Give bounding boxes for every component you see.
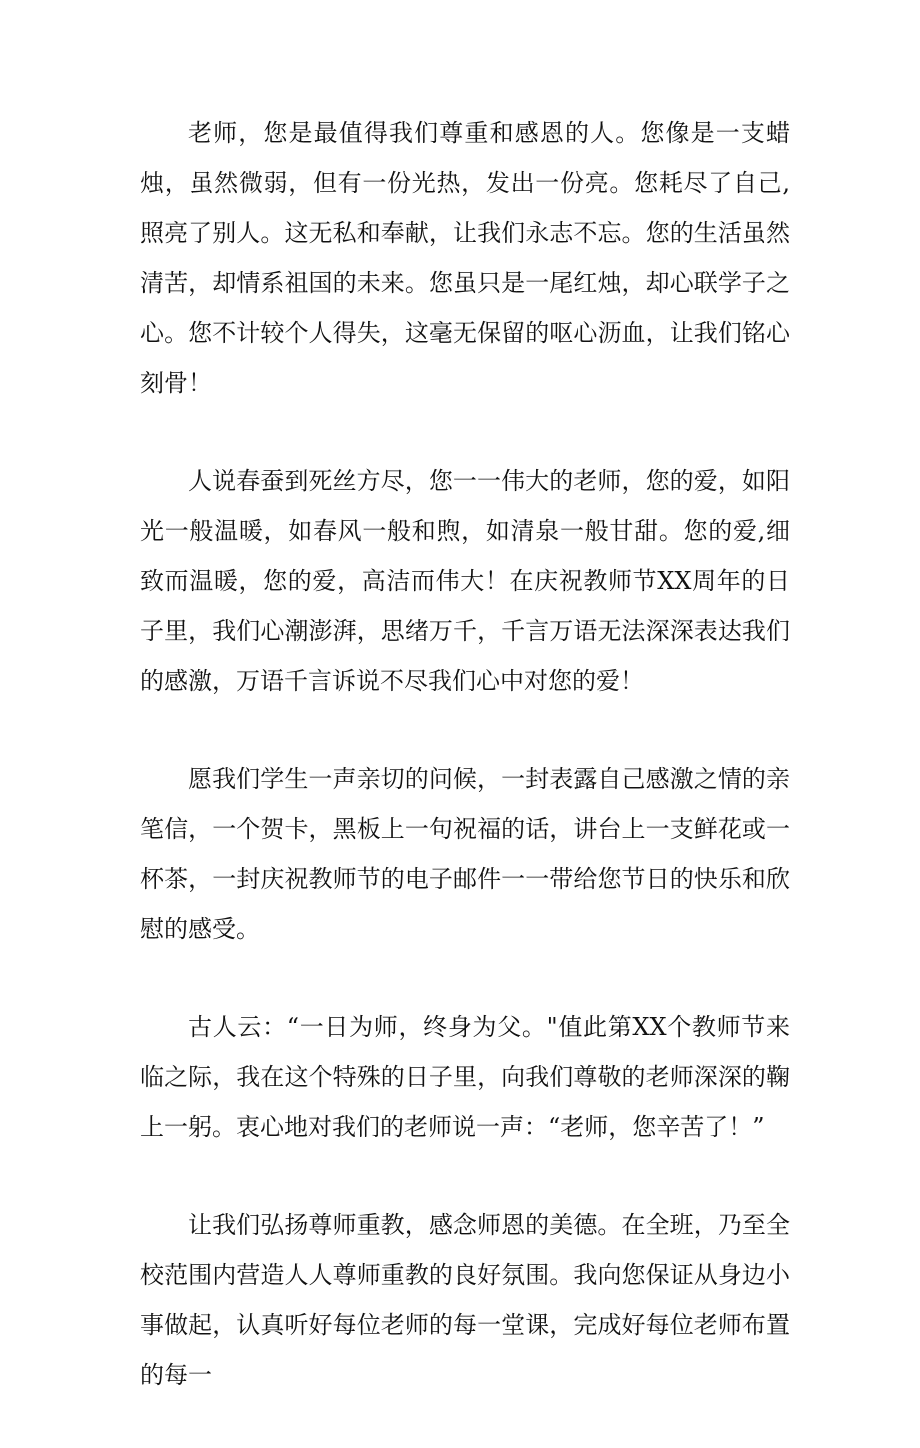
paragraph-1: 老师，您是最值得我们尊重和感恩的人。您像是一支蜡烛，虽然微弱，但有一份光热，发出一份亮。您耗尽了自己,照亮了别人。这无私和奉献，让我们永志不忘。您的生活虽然清苦，却情系祖国的未来。您虽只是一尾红烛，却心联学子之心。您不计较个人得失，这毫无保留的呕心沥血，让我们铭心刻骨！ [140, 119, 790, 397]
paragraph-2: 人说春蚕到死丝方尽，您一一伟大的老师，您的爱，如阳光一般温暖，如春风一般和煦，如清泉一般甘甜。您的爱,细致而温暖，您的爱，高洁而伟大！在庆祝教师节XX周年的日子里，我们心潮澎湃，思绪万千，千言万语无法深深表达我们的感激，万语千言诉说不尽我们心中对您的爱！ [140, 467, 790, 695]
paragraph-5: 让我们弘扬尊师重教，感念师恩的美德。在全班，乃至全校范围内营造人人尊师重教的良好氛围。我向您保证从身边小事做起，认真听好每位老师的每一堂课，完成好每位老师布置的每一 [140, 1211, 790, 1389]
document-body [140, 108, 790, 1448]
paragraph-4: 古人云：“一日为师，终身为父。"值此第XX个教师节来临之际，我在这个特殊的日子里，向我们尊敬的老师深深的鞠上一躬。衷心地对我们的老师说一声：“老师，您辛苦了！” [140, 1013, 790, 1141]
paragraph-3: 愿我们学生一声亲切的问候，一封表露自己感激之情的亲笔信，一个贺卡，黑板上一句祝福的话，讲台上一支鲜花或一杯茶，一封庆祝教师节的电子邮件一一带给您节日的快乐和欣慰的感受。 [140, 765, 790, 943]
